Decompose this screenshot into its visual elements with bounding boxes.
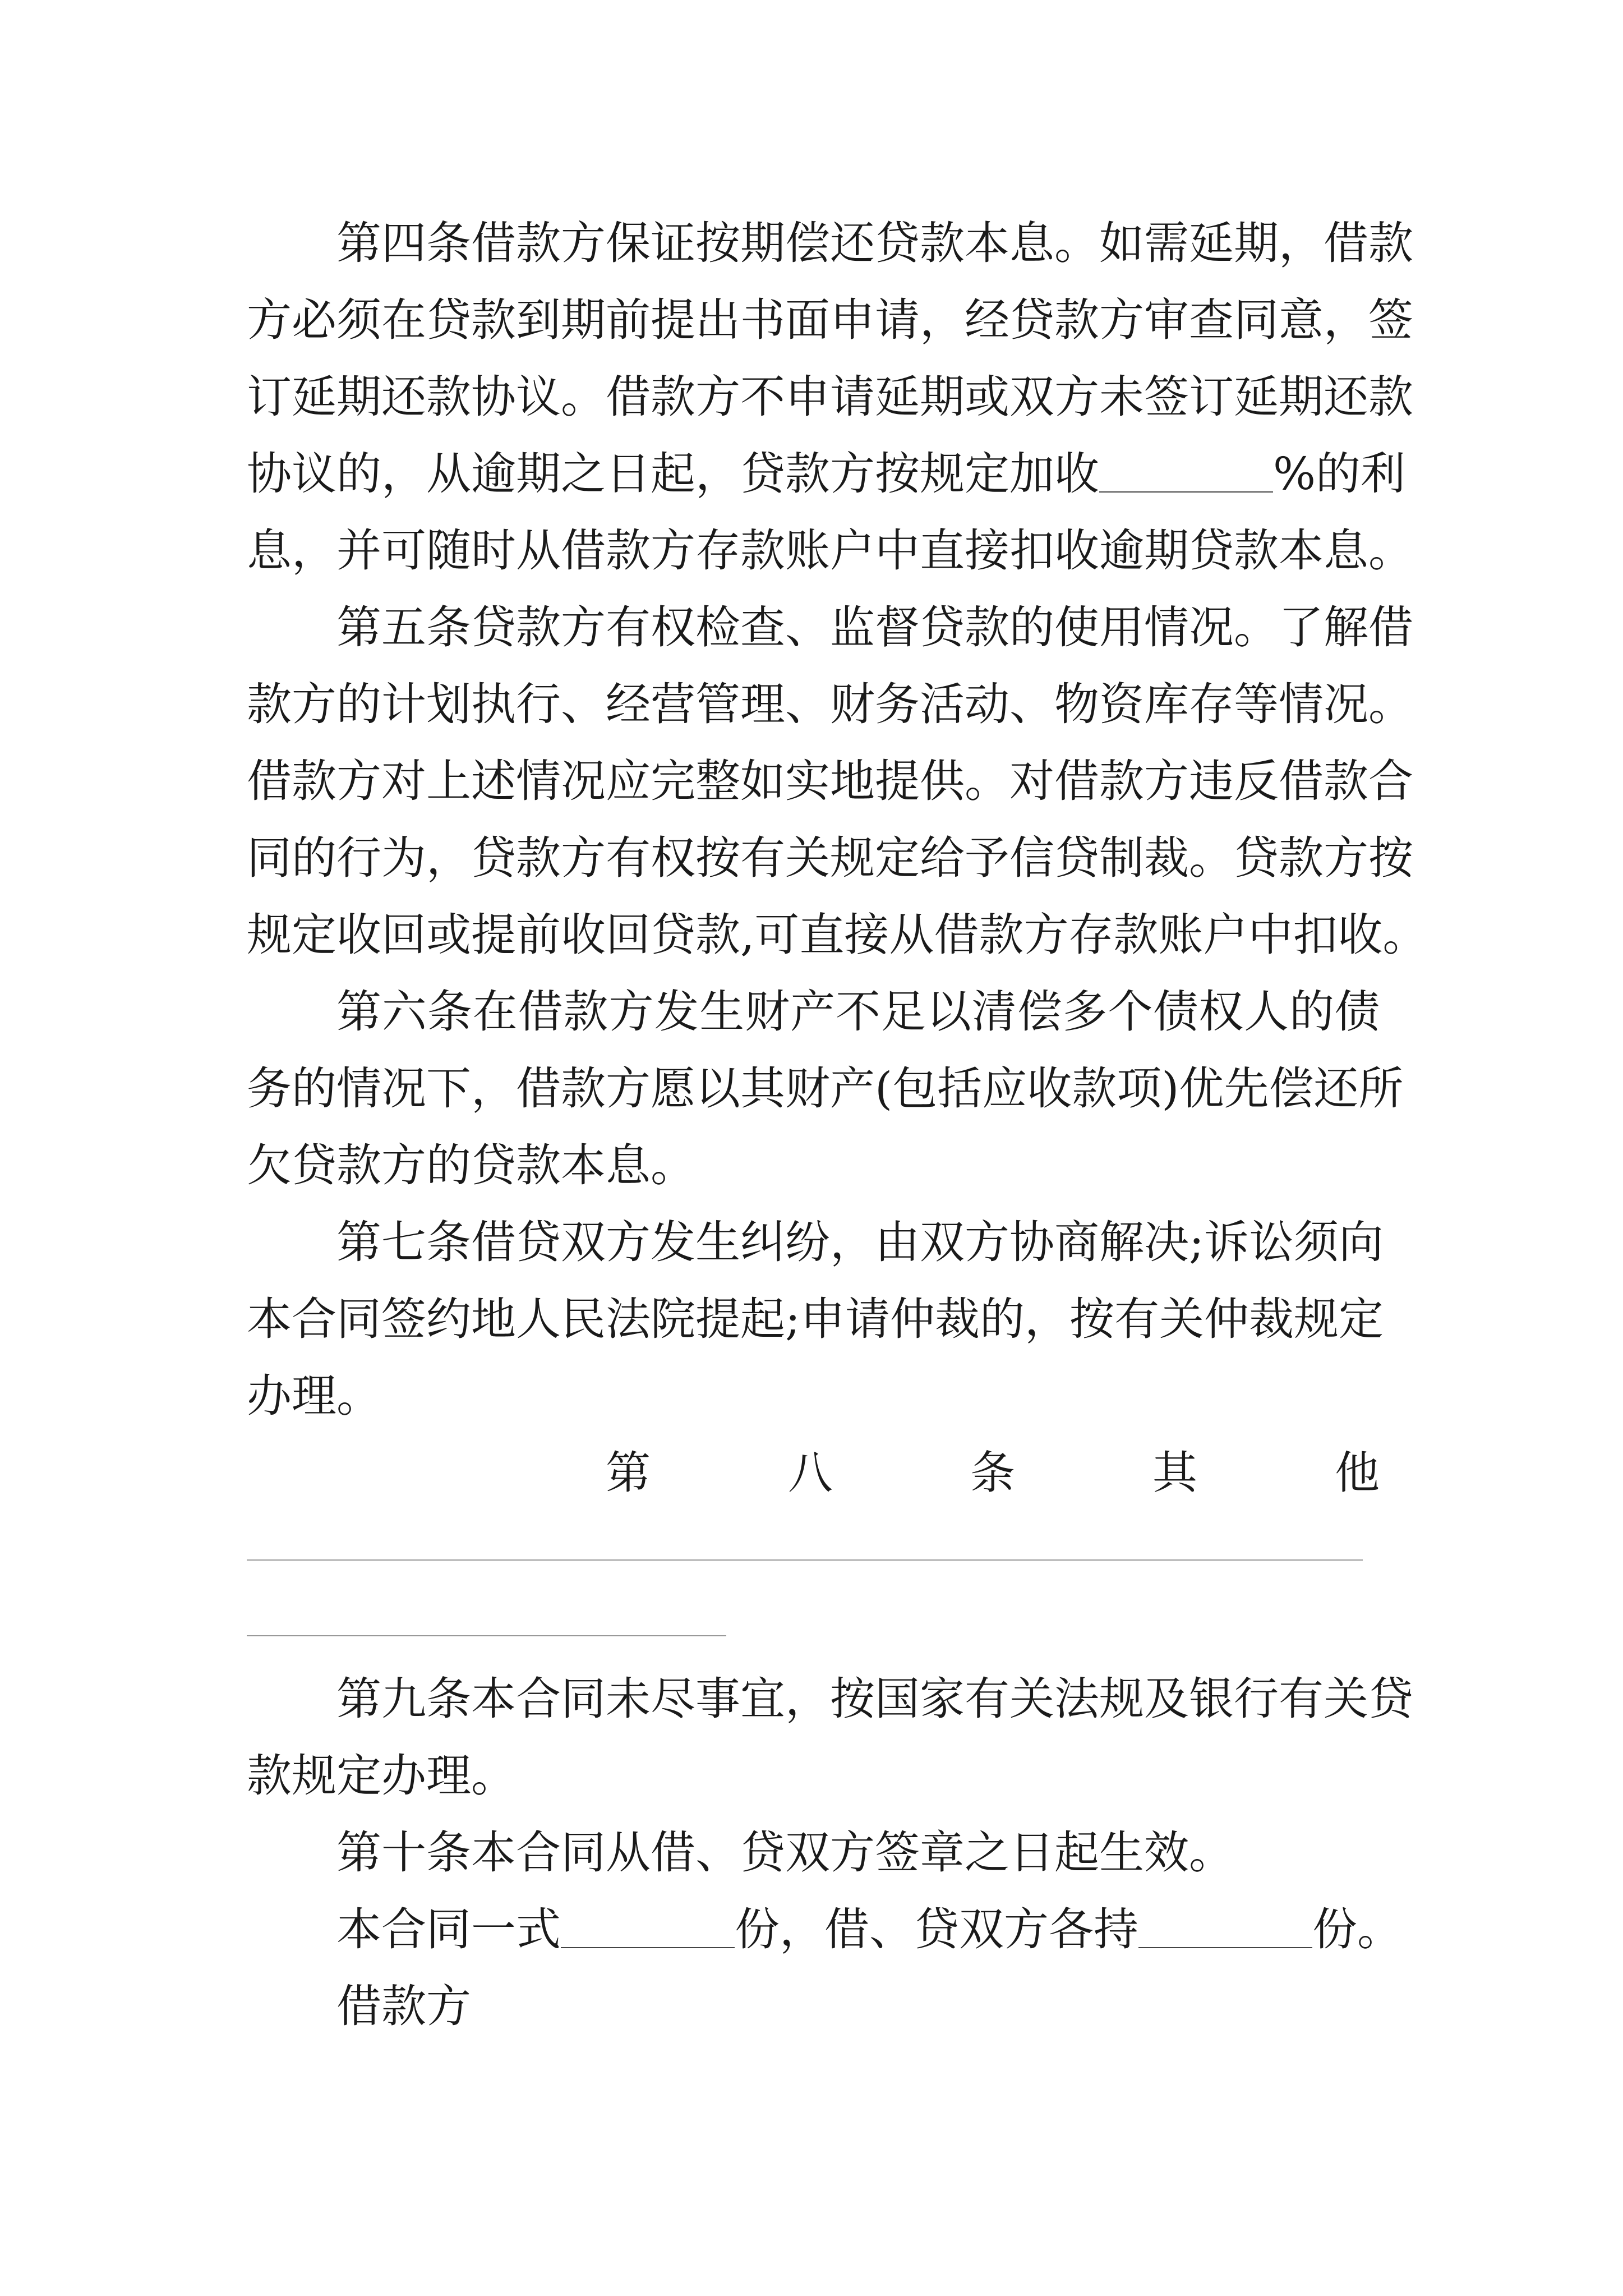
article-5-line-1: 第五条贷款方有权检查、监督贷款的使用情况。了解借 [336,601,1413,654]
article-4-line-4 [247,435,1406,512]
article-6-line-1: 第六条在借款方发生财产不足以清偿多个债权人的债 [336,986,1380,1038]
article-7-line-1: 第七条借贷双方发生纠纷，由双方协商解决;诉讼须向 [336,1216,1384,1268]
article-5-line-4: 同的行为，贷款方有权按有关规定给予信贷制裁。贷款方按 [247,832,1413,884]
article-8-char-1: 第 [606,1447,651,1499]
article-8-char-2: 八 [788,1447,833,1499]
article-5-line-2: 款方的计划执行、经营管理、财务活动、物资库存等情况。 [247,678,1413,730]
article-8-char-5: 他 [1335,1447,1380,1499]
article-4-line-5: 息，并可随时从借款方存款账户中直接扣收逾期贷款本息。 [247,524,1413,577]
copies-text-c: 份。 [1312,1903,1402,1955]
copies-text-b: 份，借、贷双方各持 [735,1903,1138,1955]
article-8-heading [606,1434,1380,1511]
article-8-blank-line-1 [247,1559,1363,1561]
article-6-line-2: 务的情况下，借款方愿以其财产(包括应收款项)优先偿还所 [247,1062,1404,1115]
article-8-blank-line-2 [247,1635,726,1636]
article-5-line-3: 借款方对上述情况应完整如实地提供。对借款方违反借款合 [247,755,1413,807]
article-7-line-3: 办理。 [247,1370,381,1422]
article-9-line-2: 款规定办理。 [247,1750,516,1802]
copies-each-blank [1138,1908,1312,1948]
article-9-line-1: 第九条本合同未尽事宜，按国家有关法规及银行有关贷 [336,1673,1413,1725]
article-5-line-5: 规定收回或提前收回贷款,可直接从借款方存款账户中扣收。 [247,909,1428,961]
borrower-label: 借款方 [336,1980,471,2032]
article-4-line-4-suffix: %的利 [1273,448,1406,500]
copies-total-blank [561,1908,735,1948]
article-4-line-1: 第四条借款方保证按期偿还贷款本息。如需延期，借款 [336,217,1413,269]
article-8-char-4: 其 [1152,1447,1197,1499]
article-7-line-2: 本合同签约地人民法院提起;申请仲裁的，按有关仲裁规定 [247,1293,1384,1345]
article-8-char-3: 条 [970,1447,1015,1499]
article-4-line-3: 订延期还款协议。借款方不申请延期或双方未签订延期还款 [247,371,1413,423]
article-10-line-1: 第十条本合同从借、贷双方签章之日起生效。 [336,1826,1234,1879]
copies-line [336,1891,1402,1968]
copies-text-a: 本合同一式 [336,1903,561,1955]
article-6-line-3: 欠贷款方的贷款本息。 [247,1139,695,1191]
article-4-line-2: 方必须在贷款到期前提出书面申请，经贷款方审查同意，签 [247,294,1413,346]
article-4-line-4-text: 协议的，从逾期之日起，贷款方按规定加收 [247,448,1099,500]
interest-rate-blank [1099,452,1273,493]
